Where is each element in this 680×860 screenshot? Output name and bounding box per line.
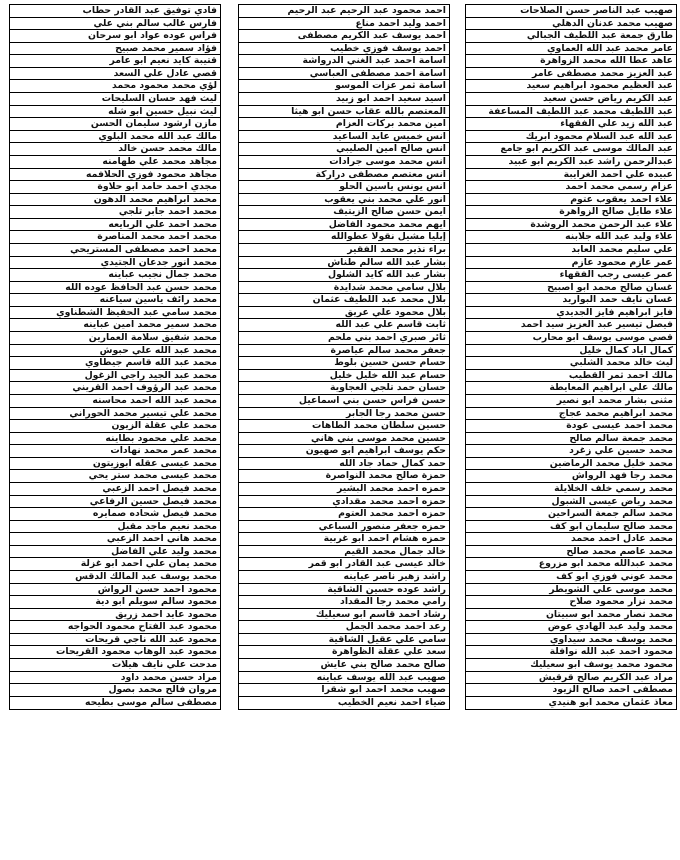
name-cell: محمد جمعة سالم صالح [466,433,676,446]
name-cell: عبدالرحمن راشد عبد الكريم ابو عبيد [466,156,676,169]
name-cell: محمد رياض عيسى الشبول [466,496,676,509]
name-cell: مراد عبد الكريم صالح قرقيش [466,672,676,685]
name-cell: محمود عبد الوهاب محمود القريحات [10,646,220,659]
name-cell: محمد يوسف عبد المالك الدقس [10,571,220,584]
name-cell: مثنى بشار محمد ابو نصير [466,395,676,408]
name-cell: محمد نزار محمود صلاح [466,596,676,609]
name-cell: احمد يوسف فوزي خطيب [239,43,449,56]
name-cell: محمد علي عقلة الزيون [10,420,220,433]
name-cell: فايز ابراهيم فايز الجديدي [466,307,676,320]
name-cell: ليث خالد محمد الشلبي [466,357,676,370]
name-cell: حمزه جعفر منصور السباعي [239,521,449,534]
name-cell: محمد ابراهيم محمد الدهون [10,194,220,207]
name-cell: إيليا مشيل نقولا عطوالله [239,231,449,244]
name-cell: محمد احمد مصطفى المستريحي [10,244,220,257]
name-cell: انس محمد موسى جرادات [239,156,449,169]
name-cell: بلال محمد عبد اللطيف عثمان [239,294,449,307]
name-cell: محمد علي تيسير محمد الحوراني [10,408,220,421]
name-cell: محمد عوني فوزي ابو كف [466,571,676,584]
name-cell: احمد وليد احمد مناع [239,18,449,31]
name-cell: مصطفى سالم موسى بطيحه [84,696,217,708]
name-cell: راشد عوده حسين الشاقية [239,584,449,597]
name-cell: محمد سالم جمعة السراحين [466,508,676,521]
name-cell: مجدي احمد حامد ابو حلاوة [10,181,220,194]
name-cell: محمد عيسى عقله ابوزيتون [10,458,220,471]
name-cell: صهيب عبد الناصر حسن الصلاحات [466,5,676,18]
name-cell: جعفر محمد سالم عياصرة [239,345,449,358]
name-cell: مالك محمد حسن خالد [10,143,220,156]
name-cell: احمد يوسف عبد الكريم مصطفى [239,30,449,43]
name-cell: صهيب محمد عدنان الدهلي [466,18,676,31]
name-cell: حسام حسن حسين بلوط [239,357,449,370]
name-cell: عبد المالك موسى عبد الكريم ابو جامع [466,143,676,156]
name-cell: محمد انور جدعان الجتيدي [10,257,220,270]
name-cell: مالك احمد ثمر القطيب [466,370,676,383]
name-cell: محمد فيصل احمد الزعبي [10,483,220,496]
name-cell: محمود سالم سويلم ابو دية [10,596,220,609]
name-cell: المعتصم بالله عقاب حسن ابو هيثا [239,106,449,119]
name-cell: محمد احمد جابر تلجي [10,206,220,219]
name-cell: حمزه احمد محمد البشير [239,483,449,496]
name-cell: محمد رجا فهد الرواش [466,470,676,483]
name-cell: عامر محمد عبد الله العماوي [466,43,676,56]
name-cell: اسيد سعيد احمد ابو زبيد [239,93,449,106]
name-cell: محمد ابراهيم محمد عجاج [466,408,676,421]
name-cell: علاء طايل صالح الزواهرة [466,206,676,219]
name-cell: ايهم محمد محمود الفاضل [239,219,449,232]
name-cell: سامي علي عقيل الشاقية [239,634,449,647]
name-cell: ثائر صبري احمد بني ملحم [239,332,449,345]
name-cell: انس صالح امين الصليبي [239,143,449,156]
name-cell: ليث فهد حسان السليحات [10,93,220,106]
name-cell: حمزة صالح محمد النواصرة [239,470,449,483]
name-cell: محمد عاصم محمد صالح [466,546,676,559]
name-cell: محمود عبد الله ناجي قريحات [10,634,220,647]
name-cell: انس معتصم مصطفى دراركة [239,169,449,182]
name-cell: محمود عبد الفتاح محمود الحواجه [10,621,220,634]
name-cell: بشار عبد الله سالم طناش [239,257,449,270]
name-cell: مجاهد محمد علي طهامنه [10,156,220,169]
name-cell: رامي محمد رجا المقداد [239,596,449,609]
name-cell: مصطفى احمد صالح الزيود [466,684,676,697]
name-cell: امين محمد بركات العزام [239,118,449,131]
name-cell: مراد حسن محمد داود [10,672,220,685]
name-cell: محمد عبد الله احمد محاسنه [10,395,220,408]
name-cell: لؤي محمد محمود محمد [10,80,220,93]
name-cell: حمزه هشام احمد ابو غربية [239,533,449,546]
name-cell: محمد موسى علي الشويطر [466,584,676,597]
name-cell: محمد رسمي خلف الخلايلة [466,483,676,496]
name-cell: حسن محمد رجا الجابر [239,408,449,421]
name-cell: محمد نصار محمد ابو سبيتان [466,609,676,622]
name-cell: اسامة احمد مصطفى العباسي [239,68,449,81]
name-cell: عبيده علي احمد الغرايبة [466,169,676,182]
name-cell: كمال اياد كمال خليل [466,345,676,358]
name-cell: محمد شفيق سلامة العمارين [10,332,220,345]
name-cell: مجاهد محمود فوزي الحلافمه [10,169,220,182]
name-cell: طارق جمعة عبد اللطيف الجبالي [466,30,676,43]
name-cell: محمد نعيم ماجد مقبل [10,521,220,534]
name-cell: قصي عادل علي السعد [10,68,220,81]
name-cell: صهيب عبد الله يوسف عباينه [239,672,449,685]
name-cell: عاهد عطا الله محمد الزواهرة [466,55,676,68]
name-cell: محمد حسن عبد الحافظ عوده الله [10,282,220,295]
name-cell: محمد عبد الجيد راجي الزغول [10,370,220,383]
name-cell: براء نذير محمد الفقير [239,244,449,257]
name-cell: عبد اللطيف محمد عبد اللطيف المساعفة [466,106,676,119]
name-column-left [9,4,221,710]
name-cell: خالد عيسى عبد القادر ابو قمر [239,558,449,571]
name-cell: محمد عمر محمد نهادات [10,445,220,458]
name-cell: محمد احمد محمد المناصرة [10,231,220,244]
name-cell: اسامة احمد عبد الغني الدرواشة [239,55,449,68]
name-cell: محمد صالح سليمان ابو كف [466,521,676,534]
name-cell: قصي موسى يوسف ابو محارب [466,332,676,345]
name-cell: محمد علي محمود بطاينه [10,433,220,446]
name-cell: عمر عيسى رجب الفقهاء [466,269,676,282]
name-cell: عبد الله عبد السلام محمود ابريك [466,131,676,144]
name-cell: رعد احمد محمد الجمل [239,621,449,634]
name-cell: علاء عبد الرحمن محمد الروشدة [466,219,676,232]
name-cell: علاء احمد يعقوب عتوم [466,194,676,207]
name-cell: راشد زهير ناصر عياينه [239,571,449,584]
name-cell: محمد يوسف محمد سيداوي [466,634,676,647]
name-cell: فيصل تيسير عبد العزيز سيد احمد [466,319,676,332]
name-cell: محمد عبد الله قاسم جيطاوي [10,357,220,370]
name-cell: فادي توفيق عبد القادر حطاب [10,5,220,18]
name-cell: محمد حسين علي زغرد [466,445,676,458]
name-cell: رشاد احمد قاسم ابو سعيليك [239,609,449,622]
name-cell: محمد عبد الرؤوف احمد القريني [10,382,220,395]
name-cell: بلال محمود علي عريق [239,307,449,320]
name-cell: محمد عبدالله محمد ابو مزروع [466,558,676,571]
name-cell: مالك عبد الله محمد البلوي [10,131,220,144]
name-cell: انس خميس عايد الساعيد [239,131,449,144]
name-cell: فارس غالب سالم بني علي [10,18,220,31]
name-cell: حكم يوسف ابراهيم ابو صهيون [239,445,449,458]
name-cell: محمود عايد احمد زريق [10,609,220,622]
name-cell: بلال سامي محمد شدايدة [239,282,449,295]
name-cell: محمد احمد علي الربايعه [10,219,220,232]
name-cell: محمد سامي عبد الحفيظ الشطناوي [10,307,220,320]
name-cell: عبد الكريم رياض حسن سعيد [466,93,676,106]
name-cell: حسين محمد موسى بني هاني [239,433,449,446]
name-cell: محمد فيصل شحاده صمايره [10,508,220,521]
name-cell: محمد هاني احمد الزعبي [10,533,220,546]
name-cell: محمود احمد عبد الله نوافلة [466,646,676,659]
name-cell: انس يونس ياسين الحلو [239,181,449,194]
name-column-middle [238,4,450,710]
name-cell: مالك علي ابراهيم المعايطة [466,382,676,395]
name-cell: محمد رائف ياسين سياعنه [10,294,220,307]
name-cell: محمد يمان علي احمد ابو غزلة [10,558,220,571]
name-cell: حمد كمال حماد جاد الله [239,458,449,471]
name-cell: مازن ارشود سليمان الحسن [10,118,220,131]
name-cell: محمد خليل محمد الرماضين [466,458,676,471]
name-cell: عبد العظيم محمود ابراهيم سعيد [466,80,676,93]
name-cell: محمد احمد عيسى عودة [466,420,676,433]
name-cell: محمود احمد حسن الرواش [10,584,220,597]
name-cell: محمد وليد علي الفاضل [10,546,220,559]
name-cell: علاء وليد عبد الله جلابنه [466,231,676,244]
name-cell: ضياء احمد نعيم الخطيب [337,696,446,708]
name-cell: فراس عوده عواد ابو سرحان [10,30,220,43]
name-cell: علي سليم محمد العابد [466,244,676,257]
name-cell: خالد جمال محمد القيم [239,546,449,559]
name-cell: مروان فالح محمد بصول [10,684,220,697]
name-cell: اسامة ثمر عزات الموسو [239,80,449,93]
name-cell: محمد فيصل حسين الرفاعي [10,496,220,509]
name-cell: عزام رسمي محمد احمد [466,181,676,194]
name-cell: محمد سمير محمد امين عباينه [10,319,220,332]
name-column-right [465,4,677,710]
name-cell: عبد الله زيد علي الفقهاء [466,118,676,131]
name-cell: ثابت قاسم علي عبد الله [239,319,449,332]
name-cell: بشار عبد الله كايد الشلول [239,269,449,282]
name-cell: احمد محمود عبد الرحيم عبد الرحيم [239,5,449,18]
name-cell: مدحت علي نايف هيلات [10,659,220,672]
name-cell: غسان نايف حمد البواريد [466,294,676,307]
name-cell: ليث نبيل حسين ابو شله [10,106,220,119]
name-cell: انور علي محمد بني يعقوب [239,194,449,207]
name-cell: محمد وليد عبد الهادي عوض [466,621,676,634]
name-cell: محمد عادل احمد محمد [466,533,676,546]
name-cell: حمزه احمد محمد العتوم [239,508,449,521]
name-cell: قتيبة كايد نعيم ابو عامر [10,55,220,68]
name-cell: حسام عبد الله خليل خليل [239,370,449,383]
name-cell: حمزه احمد محمد مقدادي [239,496,449,509]
name-cell: ايمن حسن صالح الزيتيف [239,206,449,219]
name-cell: فؤاد سمير محمد صبيح [10,43,220,56]
name-cell: حسين سلطان محمد الطاهات [239,420,449,433]
name-cell: غسان صالح محمد ابو اصبيح [466,282,676,295]
name-cell: صالح محمد صالح بني عايش [239,659,449,672]
name-cell: عبد العزيز محمد مصطفى عامر [466,68,676,81]
name-cell: سعد علي عقلة الظواهرة [239,646,449,659]
name-cell: صهيب محمد احمد ابو شقرا [239,684,449,697]
name-cell: عمر عازم محمود عازم [466,257,676,270]
name-cell: محمد جمال نجيب عباينه [10,269,220,282]
name-cell: معاذ عثمان محمد ابو هنيدي [548,696,673,708]
name-cell: حسن فراس حسن بني اسماعيل [239,395,449,408]
name-cell: محمود محمد يوسف ابو سعيليك [466,659,676,672]
name-cell: محمد عيسى محمد ستر يحي [10,470,220,483]
name-cell: محمد عبد الله علي حبوش [10,345,220,358]
name-cell: حسان حمد تلجي العجاوية [239,382,449,395]
